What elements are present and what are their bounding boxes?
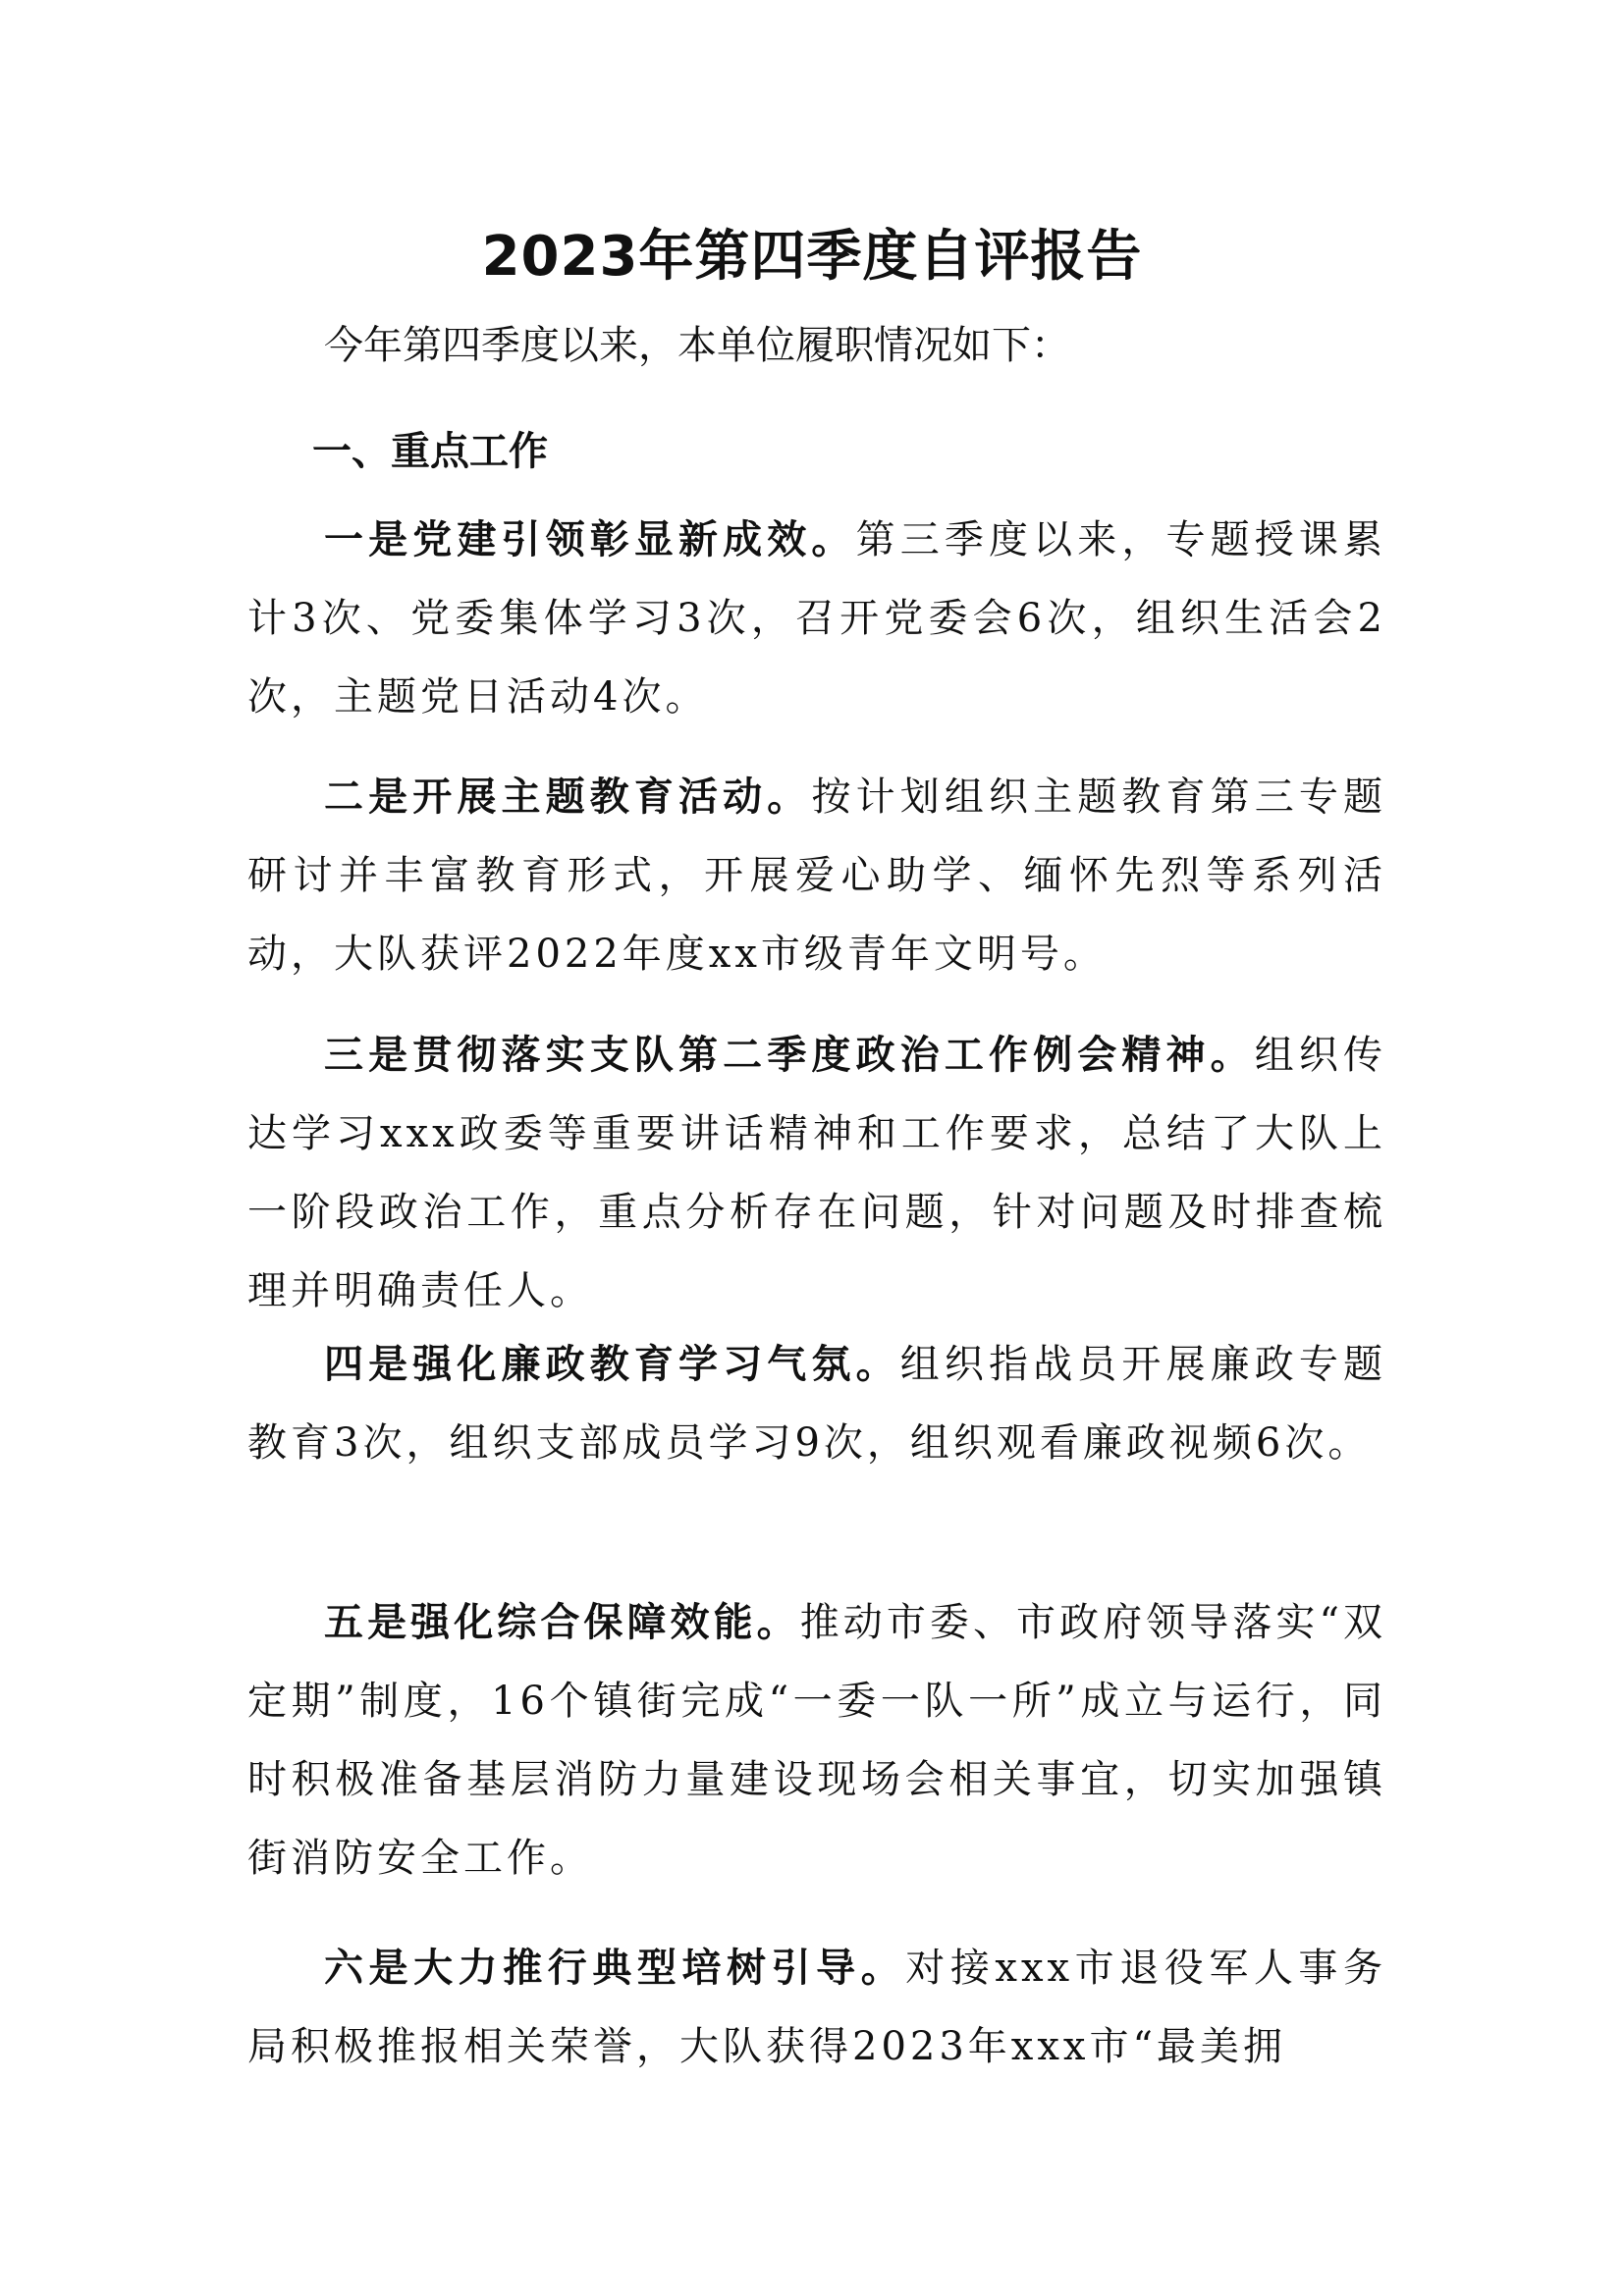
paragraph-5 [247,1583,1386,1897]
intro-text: 今年第四季度以来，本单位履职情况如下： [324,323,1070,368]
section-heading: 一、重点工作 [312,429,548,474]
paragraph-body: 组织指战员开展廉政专题教育3次，组织支部成员学习9次，组织观看廉政视频6次。 [247,1342,1387,1466]
paragraph-body: 推动市委、市政府领导落实“双定期”制度，16个镇街完成“一委一队一所”成立与运行，同时积极准备基层消防力量建设现场会相关事宜，切实加强镇街消防安全工作。 [247,1600,1387,1881]
paragraph-lead: 二是开展主题教育活动。 [324,774,812,820]
paragraph-body: 第三季度以来，专题授课累计3次、党委集体学习3次，召开党委会6次，组织生活会2次，主题党日活动4次。 [247,517,1387,720]
paragraph-body: 按计划组织主题教育第三专题研讨并丰富教育形式，开展爱心助学、缅怀先烈等系列活动，大队获评2022年度xx市级青年文明号。 [247,774,1387,977]
paragraph-4 [247,1325,1386,1482]
paragraph-lead: 四是强化廉政教育学习气氛。 [324,1342,900,1387]
paragraph-lead: 三是贯彻落实支队第二季度政治工作例会精神。 [324,1033,1255,1078]
paragraph-lead: 五是强化综合保障效能。 [324,1600,800,1645]
paragraph-6 [247,1929,1386,2086]
paragraph-lead: 一是党建引领彰显新成效。 [324,517,856,562]
paragraph-3 [247,1016,1386,1330]
paragraph-lead: 六是大力推行典型培树引导。 [324,1946,906,1991]
paragraph-body: 组织传达学习xxx政委等重要讲话精神和工作要求，总结了大队上一阶段政治工作，重点分析存在问题，针对问题及时排查梳理并明确责任人。 [247,1033,1387,1313]
paragraph-body: 对接xxx市退役军人事务局积极推报相关荣誉，大队获得2023年xxx市“最美拥 [247,1946,1386,2069]
paragraph-2 [247,758,1386,993]
document-title: 2023年第四季度自评报告 [481,225,1143,289]
paragraph-1 [247,501,1386,736]
